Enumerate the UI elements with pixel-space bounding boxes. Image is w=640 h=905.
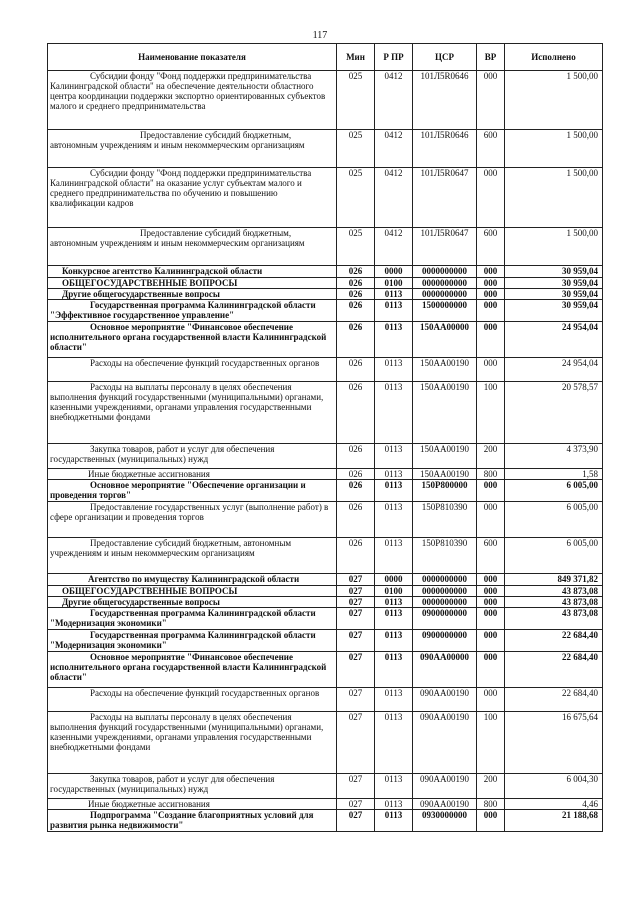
budget-table (47, 43, 603, 832)
cell-rpr: 0412 (375, 168, 413, 228)
cell-min: 027 (337, 608, 375, 630)
cell-min: 026 (337, 289, 375, 300)
cell-vr: 000 (477, 597, 505, 608)
cell-rpr: 0113 (375, 469, 413, 480)
cell-done: 6 004,30 (505, 774, 603, 799)
cell-done: 21 188,68 (505, 810, 603, 832)
cell-min: 026 (337, 538, 375, 574)
cell-csr: 101Л5R0646 (413, 130, 477, 168)
cell-rpr: 0113 (375, 480, 413, 502)
cell-name: Другие общегосударственные вопросы (48, 289, 337, 300)
cell-vr: 000 (477, 480, 505, 502)
cell-done: 6 005,00 (505, 502, 603, 538)
cell-vr: 000 (477, 630, 505, 652)
cell-csr: 0930000000 (413, 810, 477, 832)
cell-min: 027 (337, 597, 375, 608)
cell-rpr: 0113 (375, 322, 413, 358)
cell-vr: 600 (477, 130, 505, 168)
cell-done: 22 684,40 (505, 630, 603, 652)
table-row (48, 502, 603, 538)
cell-name: ОБЩЕГОСУДАРСТВЕННЫЕ ВОПРОСЫ (48, 586, 337, 597)
cell-done: 1 500,00 (505, 130, 603, 168)
cell-name: Подпрограмма "Создание благоприятных условий для развития рынка недвижимости" (48, 810, 337, 832)
cell-vr: 800 (477, 799, 505, 810)
cell-vr: 200 (477, 774, 505, 799)
cell-vr: 000 (477, 168, 505, 228)
table-row (48, 608, 603, 630)
cell-vr: 000 (477, 289, 505, 300)
table-row (48, 469, 603, 480)
cell-done: 30 959,04 (505, 289, 603, 300)
cell-done: 43 873,08 (505, 597, 603, 608)
cell-rpr: 0113 (375, 502, 413, 538)
table-row (48, 289, 603, 300)
page-number: 117 (312, 30, 328, 41)
cell-min: 025 (337, 228, 375, 266)
cell-name: Государственная программа Калининградской области "Модернизация экономики" (48, 630, 337, 652)
cell-rpr: 0113 (375, 799, 413, 810)
cell-vr: 000 (477, 71, 505, 130)
cell-min: 026 (337, 358, 375, 382)
cell-csr: 1500000000 (413, 300, 477, 322)
cell-rpr: 0113 (375, 382, 413, 444)
cell-min: 027 (337, 574, 375, 586)
cell-vr: 200 (477, 444, 505, 469)
cell-done: 22 684,40 (505, 688, 603, 712)
cell-rpr: 0113 (375, 300, 413, 322)
cell-csr: 150Р800000 (413, 480, 477, 502)
cell-rpr: 0113 (375, 289, 413, 300)
table-row (48, 688, 603, 712)
cell-min: 026 (337, 300, 375, 322)
cell-rpr: 0113 (375, 608, 413, 630)
cell-vr: 600 (477, 228, 505, 266)
table-row (48, 278, 603, 289)
cell-name: Субсидии фонду "Фонд поддержки предпринимательства Калининградской области" на обеспечение деятельности областного центра координации поддержки экспортно ориентированных субъектов малого и среднего предпринимательства (48, 71, 337, 130)
cell-min: 027 (337, 688, 375, 712)
cell-rpr: 0113 (375, 652, 413, 688)
cell-min: 026 (337, 382, 375, 444)
cell-rpr: 0100 (375, 586, 413, 597)
cell-name: Предоставление субсидий бюджетным, автономным учреждениям и иным некоммерческим организациям (48, 130, 337, 168)
cell-csr: 150АА00190 (413, 444, 477, 469)
cell-rpr: 0412 (375, 130, 413, 168)
cell-min: 025 (337, 168, 375, 228)
cell-csr: 150АА00190 (413, 358, 477, 382)
cell-rpr: 0412 (375, 71, 413, 130)
cell-rpr: 0113 (375, 444, 413, 469)
cell-vr: 000 (477, 502, 505, 538)
cell-csr: 101Л5R0647 (413, 228, 477, 266)
cell-min: 025 (337, 130, 375, 168)
cell-done: 30 959,04 (505, 300, 603, 322)
cell-done: 849 371,82 (505, 574, 603, 586)
cell-csr: 150АА00000 (413, 322, 477, 358)
cell-name: Расходы на выплаты персоналу в целях обеспечения выполнения функций государственными (муниципальными) органами, казенными учреждениями, органами управления государственными внебюджетными фондами (48, 712, 337, 774)
cell-done: 6 005,00 (505, 480, 603, 502)
cell-csr: 0000000000 (413, 574, 477, 586)
cell-done: 1,58 (505, 469, 603, 480)
cell-vr: 000 (477, 278, 505, 289)
cell-csr: 0000000000 (413, 597, 477, 608)
cell-done: 1 500,00 (505, 71, 603, 130)
table-row (48, 652, 603, 688)
table-header-row (48, 44, 603, 71)
table-row (48, 444, 603, 469)
cell-min: 026 (337, 502, 375, 538)
cell-csr: 150АА00190 (413, 382, 477, 444)
cell-vr: 000 (477, 608, 505, 630)
table-row (48, 480, 603, 502)
cell-rpr: 0113 (375, 597, 413, 608)
table-row (48, 300, 603, 322)
cell-vr: 000 (477, 586, 505, 597)
cell-name: Предоставление субсидий бюджетным, автономным учреждениям и иным некоммерческим организациям (48, 538, 337, 574)
cell-min: 026 (337, 480, 375, 502)
cell-min: 027 (337, 799, 375, 810)
cell-name: Государственная программа Калининградской области "Модернизация экономики" (48, 608, 337, 630)
cell-csr: 150Р810390 (413, 538, 477, 574)
cell-vr: 000 (477, 810, 505, 832)
cell-rpr: 0113 (375, 774, 413, 799)
table-row (48, 168, 603, 228)
cell-name: Расходы на обеспечение функций государственных органов (48, 358, 337, 382)
cell-done: 1 500,00 (505, 228, 603, 266)
cell-vr: 600 (477, 538, 505, 574)
table-row (48, 810, 603, 832)
cell-done: 4,46 (505, 799, 603, 810)
cell-done: 20 578,57 (505, 382, 603, 444)
cell-name: Закупка товаров, работ и услуг для обеспечения государственных (муниципальных) нужд (48, 774, 337, 799)
cell-done: 22 684,40 (505, 652, 603, 688)
cell-min: 027 (337, 630, 375, 652)
table-row (48, 71, 603, 130)
cell-name: Субсидии фонду "Фонд поддержки предпринимательства Калининградской области" на оказание услуг субъектам малого и среднего предпринимательства по обучению и повышению квалификации кадров (48, 168, 337, 228)
cell-done: 24 954,04 (505, 322, 603, 358)
cell-name: Закупка товаров, работ и услуг для обеспечения государственных (муниципальных) нужд (48, 444, 337, 469)
cell-rpr: 0412 (375, 228, 413, 266)
header-done: Исполнено (505, 44, 603, 71)
cell-name: ОБЩЕГОСУДАРСТВЕННЫЕ ВОПРОСЫ (48, 278, 337, 289)
cell-csr: 090АА00190 (413, 799, 477, 810)
cell-name: Основное мероприятие "Финансовое обеспечение исполнительного органа государственной власти Калининградской области" (48, 652, 337, 688)
cell-name: Предоставление субсидий бюджетным, автономным учреждениям и иным некоммерческим организациям (48, 228, 337, 266)
cell-csr: 0900000000 (413, 608, 477, 630)
table-row (48, 228, 603, 266)
cell-csr: 0000000000 (413, 586, 477, 597)
cell-name: Основное мероприятие "Обеспечение организации и проведения торгов" (48, 480, 337, 502)
table-row (48, 586, 603, 597)
cell-min: 026 (337, 278, 375, 289)
table-row (48, 266, 603, 278)
cell-csr: 101Л5R0646 (413, 71, 477, 130)
cell-name: Основное мероприятие "Финансовое обеспечение исполнительного органа государственной власти Калининградской области" (48, 322, 337, 358)
cell-name: Иные бюджетные ассигнования (48, 469, 337, 480)
cell-vr: 000 (477, 322, 505, 358)
cell-csr: 150Р810390 (413, 502, 477, 538)
cell-vr: 100 (477, 382, 505, 444)
cell-min: 025 (337, 71, 375, 130)
cell-min: 026 (337, 322, 375, 358)
cell-vr: 000 (477, 652, 505, 688)
cell-done: 43 873,08 (505, 608, 603, 630)
cell-rpr: 0113 (375, 688, 413, 712)
cell-csr: 101Л5R0647 (413, 168, 477, 228)
cell-done: 30 959,04 (505, 278, 603, 289)
cell-rpr: 0113 (375, 358, 413, 382)
table-row (48, 799, 603, 810)
cell-vr: 000 (477, 688, 505, 712)
cell-rpr: 0000 (375, 266, 413, 278)
cell-done: 24 954,04 (505, 358, 603, 382)
cell-name: Расходы на выплаты персоналу в целях обеспечения выполнения функций государственными (муниципальными) органами, казенными учреждениями, органами управления государственными внебюджетными фондами (48, 382, 337, 444)
cell-csr: 0000000000 (413, 278, 477, 289)
cell-done: 4 373,90 (505, 444, 603, 469)
cell-name: Расходы на обеспечение функций государственных органов (48, 688, 337, 712)
cell-name: Предоставление государственных услуг (выполнение работ) в сфере организации и проведения торгов (48, 502, 337, 538)
cell-name: Иные бюджетные ассигнования (48, 799, 337, 810)
cell-rpr: 0113 (375, 810, 413, 832)
cell-name: Государственная программа Калининградской области "Эффективное государственное управление" (48, 300, 337, 322)
cell-vr: 000 (477, 300, 505, 322)
cell-done: 1 500,00 (505, 168, 603, 228)
cell-vr: 000 (477, 266, 505, 278)
cell-csr: 0900000000 (413, 630, 477, 652)
header-vr: ВР (477, 44, 505, 71)
table-row (48, 538, 603, 574)
header-name: Наименование показателя (48, 44, 337, 71)
cell-min: 027 (337, 712, 375, 774)
cell-done: 6 005,00 (505, 538, 603, 574)
table-row (48, 774, 603, 799)
table-row (48, 712, 603, 774)
table-row (48, 597, 603, 608)
cell-rpr: 0113 (375, 712, 413, 774)
cell-done: 43 873,08 (505, 586, 603, 597)
cell-rpr: 0113 (375, 538, 413, 574)
cell-csr: 0000000000 (413, 266, 477, 278)
cell-min: 026 (337, 469, 375, 480)
cell-done: 30 959,04 (505, 266, 603, 278)
cell-rpr: 0000 (375, 574, 413, 586)
cell-min: 027 (337, 810, 375, 832)
cell-min: 026 (337, 444, 375, 469)
cell-csr: 090АА00190 (413, 774, 477, 799)
cell-csr: 090АА00000 (413, 652, 477, 688)
cell-done: 16 675,64 (505, 712, 603, 774)
cell-vr: 000 (477, 358, 505, 382)
table-row (48, 382, 603, 444)
cell-name: Конкурсное агентство Калининградской области (48, 266, 337, 278)
cell-vr: 100 (477, 712, 505, 774)
cell-vr: 000 (477, 574, 505, 586)
cell-min: 026 (337, 266, 375, 278)
header-min: Мин (337, 44, 375, 71)
table-row (48, 130, 603, 168)
table-row (48, 358, 603, 382)
cell-vr: 800 (477, 469, 505, 480)
table-row (48, 630, 603, 652)
header-rpr: Р ПР (375, 44, 413, 71)
cell-min: 027 (337, 774, 375, 799)
table-row (48, 574, 603, 586)
cell-min: 027 (337, 652, 375, 688)
cell-csr: 150АА00190 (413, 469, 477, 480)
header-csr: ЦСР (413, 44, 477, 71)
cell-csr: 0000000000 (413, 289, 477, 300)
cell-name: Другие общегосударственные вопросы (48, 597, 337, 608)
cell-rpr: 0113 (375, 630, 413, 652)
cell-csr: 090АА00190 (413, 712, 477, 774)
table-row (48, 322, 603, 358)
cell-csr: 090АА00190 (413, 688, 477, 712)
cell-name: Агентство по имуществу Калининградской области (48, 574, 337, 586)
cell-min: 027 (337, 586, 375, 597)
cell-rpr: 0100 (375, 278, 413, 289)
